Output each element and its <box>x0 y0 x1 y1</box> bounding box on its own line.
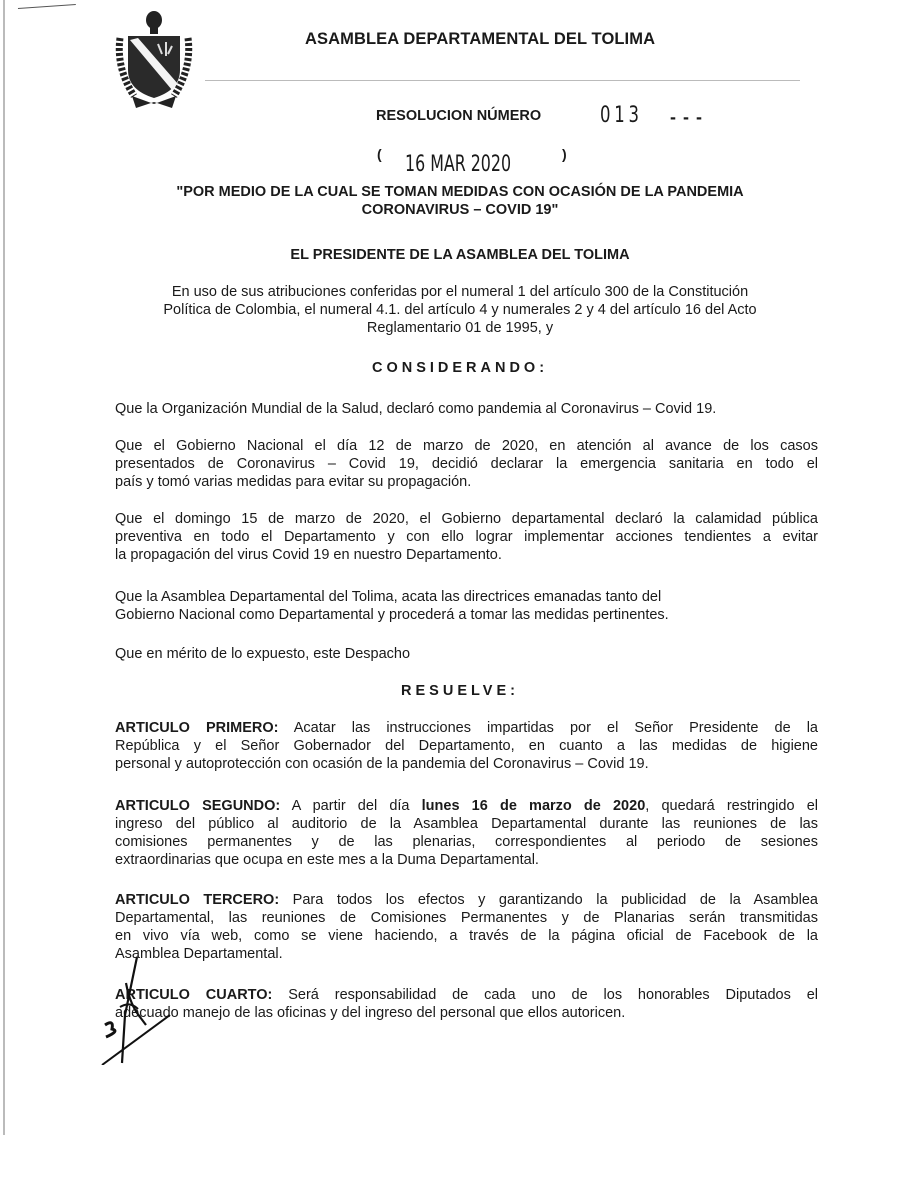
paragraph-line: personal y autoprotección con ocasión de la pandemia del Coronavirus – Covid 19. <box>115 756 649 772</box>
handwritten-initials-icon <box>100 955 180 1065</box>
resolution-title <box>100 183 820 219</box>
article-tercero <box>115 891 818 963</box>
resuelve-heading: RESUELVE: <box>401 683 519 699</box>
article-text: Acatar las instrucciones impartidas por el Señor Presidente de la <box>278 720 819 736</box>
issuer-heading: EL PRESIDENTE DE LA ASAMBLEA DEL TOLIMA <box>290 247 630 263</box>
article-text: A partir del día <box>280 798 422 814</box>
paragraph-line: Que el domingo 15 de marzo de 2020, el Gobierno departamental declaró la calamidad pública <box>115 511 818 527</box>
article-text: , quedará restringido el <box>645 798 818 814</box>
article-label: ARTICULO PRIMERO: <box>115 720 279 736</box>
article-label: ARTICULO TERCERO: <box>115 892 280 908</box>
paragraph-line <box>115 891 818 909</box>
paragraph-line: ingreso del público al auditorio de la Asamblea Departamental durante las reuniones de las <box>115 816 818 832</box>
date-open-paren: ( <box>377 146 382 162</box>
paragraph-line: presentados de Coronavirus – Covid 19, decidió declarar la emergencia sanitaria en todo el <box>115 456 818 472</box>
considerando-paragraph <box>115 437 818 491</box>
paragraph-line: República y el Señor Gobernador del Departamento, en cuanto a las medidas de higiene <box>115 738 818 754</box>
article-date-emphasis: lunes 16 de marzo de 2020 <box>421 798 646 814</box>
article-cuarto <box>115 986 818 1022</box>
paragraph-line <box>115 986 818 1004</box>
paragraph-line: en vivo vía web, como se viene haciendo, a través de la página oficial de Facebook de la <box>115 928 818 944</box>
article-primero <box>115 719 818 773</box>
paragraph-line: la propagación del virus Covid 19 en nuestro Departamento. <box>115 547 502 563</box>
resolution-label: RESOLUCION NÚMERO <box>376 108 542 124</box>
paragraph-line: adecuado manejo de las oficinas y del ingreso del personal que ellos autoricen. <box>115 1005 626 1021</box>
paragraph-line: Que el Gobierno Nacional el día 12 de marzo de 2020, en atención al avance de los casos <box>115 438 818 454</box>
attrib-line: En uso de sus atribuciones conferidas por el numeral 1 del artículo 300 de la Constitución <box>171 284 749 300</box>
article-label: ARTICULO CUARTO: <box>115 987 273 1003</box>
paragraph-line: Asamblea Departamental. <box>115 946 283 962</box>
resolution-number: 013 <box>600 103 643 128</box>
considerando-paragraph <box>115 400 818 418</box>
considerando-heading: CONSIDERANDO: <box>371 360 549 376</box>
considerando-paragraph <box>115 510 818 564</box>
paragraph-line: Que en mérito de lo expuesto, este Despacho <box>115 646 411 662</box>
paragraph-line: Que la Asamblea Departamental del Tolima, acata las directrices emanadas tanto del <box>115 589 662 605</box>
header-divider <box>205 80 800 81</box>
title-line: "POR MEDIO DE LA CUAL SE TOMAN MEDIDAS CON OCASIÓN DE LA PANDEMIA <box>176 184 744 200</box>
date-stamp: 16 MAR 2020 <box>405 152 512 177</box>
institution-title: ASAMBLEA DEPARTAMENTAL DEL TOLIMA <box>305 30 656 48</box>
scan-left-edge <box>3 0 5 1135</box>
paragraph-line: Gobierno Nacional como Departamental y procederá a tomar las medidas pertinentes. <box>115 607 669 623</box>
coat-of-arms-icon <box>114 8 194 108</box>
date-close-paren: ) <box>562 146 567 162</box>
scan-corner-mark <box>17 0 75 9</box>
paragraph-line: extraordinarias que ocupa en este mes a la Duma Departamental. <box>115 852 539 868</box>
paragraph-line: Que la Organización Mundial de la Salud, declaró como pandemia al Coronavirus – Covid 19. <box>115 401 717 417</box>
article-segundo <box>115 797 818 869</box>
attrib-line: Política de Colombia, el numeral 4.1. del artículo 4 y numerales 2 y 4 del artículo 16 del Acto <box>163 302 757 318</box>
title-line: CORONAVIRUS – COVID 19" <box>361 202 559 218</box>
attributions-paragraph <box>100 283 820 337</box>
attrib-line: Reglamentario 01 de 1995, y <box>366 320 554 336</box>
paragraph-line: país y tomó varias medidas para evitar su propagación. <box>115 474 472 490</box>
article-text: Para todos los efectos y garantizando la publicidad de la Asamblea <box>279 892 818 908</box>
paragraph-line: comisiones permanentes y de las plenarias, correspondientes al periodo de sesiones <box>115 834 818 850</box>
paragraph-line: preventiva en todo el Departamento y con ello lograr implementar acciones tendientes a evitar <box>115 529 818 545</box>
paragraph-line <box>115 797 818 815</box>
considerando-paragraph <box>115 645 818 663</box>
resolution-number-suffix: - - - <box>670 107 703 127</box>
paragraph-line: Departamental, las reuniones de Comisiones Permanentes y de Planarias serán transmitidas <box>115 910 818 926</box>
article-label: ARTICULO SEGUNDO: <box>115 798 281 814</box>
considerando-paragraph <box>115 588 695 624</box>
paragraph-line <box>115 719 818 737</box>
article-text: Será responsabilidad de cada uno de los honorables Diputados el <box>272 987 818 1003</box>
